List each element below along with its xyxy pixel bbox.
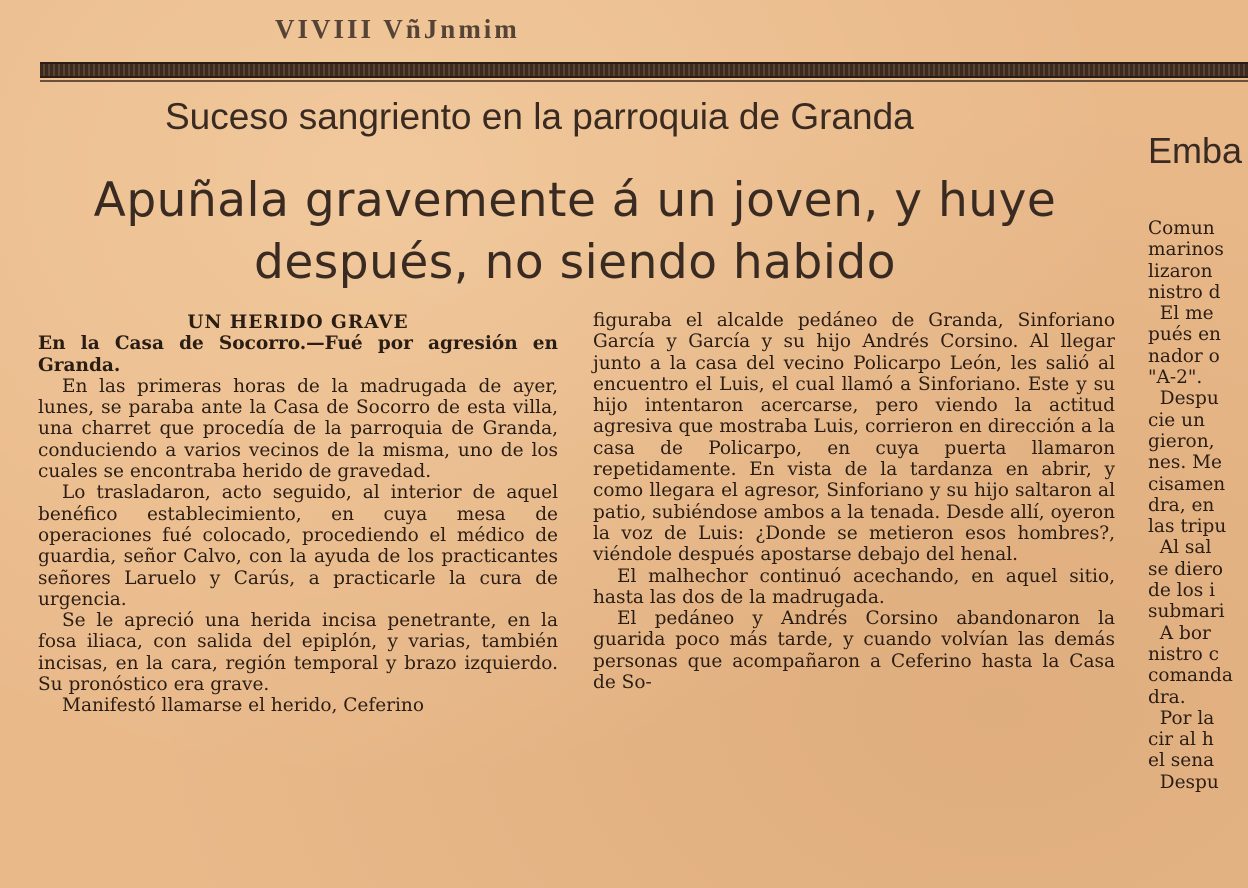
main-headline: Apuñala gravemente á un joven, y huye después, no siendo habido — [93, 173, 1057, 290]
subhead: UN HERIDO GRAVE — [187, 312, 409, 333]
paragraph: En las primeras horas de la madrugada de ayer, lunes, se paraba ante la Casa de Socorro de esta villa, una charret que procedía de la parroquia de Granda, conduciendo a varios vecinos de la misma, uno de los cuales se encontraba herido de gravedad. — [38, 375, 558, 483]
kicker-headline: Suceso sangriento en la parroquia de Granda — [165, 96, 914, 137]
paragraph: Se le apreció una herida incisa penetrante, en la fosa iliaca, con salida del epiplón, y varias, también incisas, en la cara, región temporal y brazo izquierdo. Su pronóstico era grave. — [38, 610, 558, 696]
header-rule-thin — [40, 80, 1248, 82]
header-rule — [40, 62, 1248, 78]
article-column-1 — [38, 312, 558, 717]
adjacent-article-clip — [1140, 210, 1248, 888]
masthead: VIVIII VñJnmim — [275, 14, 520, 44]
paragraph: El pedáneo y Andrés Corsino abandonaron la guarida poco más tarde, y cuando volvían las demás personas que acompañaron a Ceferino hasta la Casa de So- — [593, 608, 1115, 694]
paragraph: figuraba el alcalde pedáneo de Granda, Sinforiano García y García y su hijo Andrés Corsino. Al llegar junto a la casa del vecino Policarpo León, les salió al encuentro el Luis, el cual llamó a Sinforiano. Este y su hijo intentaron acercarse, pero viendo la actitud agresiva que mostraba Luis, corrieron en dirección a la casa de Policarpo, en cuya puerta llamaron repetidamente. En vista de la tardanza en abrir, y como llegara el agresor, Sinforiano y su hijo saltaron al patio, subiéndose ambos a la tenada. Desde allí, oyeron la voz de Luis: ¿Donde se metieron esos hombres?, viéndole después apostarse debajo del henal. — [593, 310, 1116, 566]
lede: En la Casa de Socorro.—Fué por agresión en Granda. — [38, 333, 558, 376]
article-column-2 — [593, 310, 1115, 693]
adjacent-article-text: Comun marinos lizaron nistro d El me pués en nador o "A-2". Despu cie un gieron, nes. Me cisamen dra, en las tripu Al sal se diero de los i submari A bor nistro c comanda dra. Por la cir al h el sena Despu — [1148, 218, 1233, 793]
paragraph: Manifestó llamarse el herido, Ceferino — [62, 695, 424, 717]
paragraph: Lo trasladaron, acto seguido, al interior de aquel benéfico establecimiento, en cuya mesa de operaciones fué colocado, procediendo el médico de guardia, señor Calvo, con la ayuda de los practicantes señores Laruelo y Carús, a practicarle la cura de urgencia. — [38, 482, 558, 610]
paragraph: El malhechor continuó acechando, en aquel sitio, hasta las dos de la madrugada. — [593, 565, 1115, 608]
adjacent-article-heading: Emba — [1148, 130, 1243, 171]
